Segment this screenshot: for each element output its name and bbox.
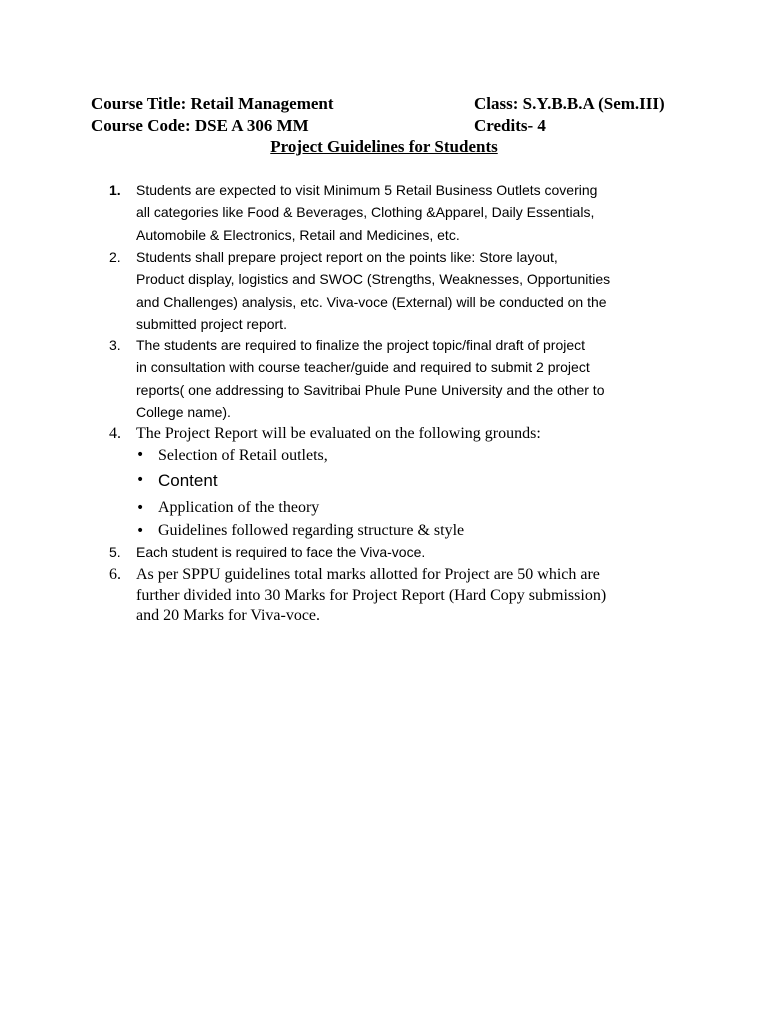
course-code: Course Code: DSE A 306 MM <box>91 116 309 135</box>
item-line: Automobile & Electronics, Retail and Medicines, etc. <box>136 226 460 243</box>
item-number: 2. <box>109 249 121 265</box>
list-item: The Project Report will be evaluated on the following grounds: <box>136 425 541 442</box>
item-line: submitted project report. <box>136 315 287 332</box>
item-line: The students are required to finalize the project topic/final draft of project <box>136 337 586 353</box>
item-line: As per SPPU guidelines total marks allotted for Project are 50 which are <box>136 566 600 583</box>
item-number: 4. <box>109 425 121 442</box>
item-line: further divided into 30 Marks for Project Report (Hard Copy submission) <box>136 586 607 604</box>
bullet-item: Guidelines followed regarding structure & style <box>158 522 465 539</box>
bullet-item: Application of the theory <box>158 499 320 516</box>
list-item <box>136 565 696 627</box>
item-line: Students are expected to visit Minimum 5 Retail Business Outlets covering <box>136 182 598 198</box>
list-item <box>136 179 696 246</box>
item-line: reports( one addressing to Savitribai Phule Pune University and the other to <box>136 381 605 398</box>
bullet-icon: • <box>136 500 145 516</box>
bullet-item: Selection of Retail outlets, <box>158 447 328 464</box>
item-number: 1. <box>109 182 121 198</box>
bullet-item: Content <box>158 471 218 490</box>
item-line: all categories like Food & Beverages, Clothing &Apparel, Daily Essentials, <box>136 204 595 221</box>
item-number: 5. <box>109 544 121 560</box>
item-number: 6. <box>109 566 121 583</box>
item-number: 3. <box>109 337 121 353</box>
list-item <box>136 334 696 423</box>
class-label: Class: S.Y.B.B.A (Sem.III) <box>474 94 665 113</box>
item-line: in consultation with course teacher/guide and required to submit 2 project <box>136 359 590 376</box>
item-line: Students shall prepare project report on the points like: Store layout, <box>136 249 558 265</box>
page-title-text: Project Guidelines for Students <box>270 137 498 156</box>
course-title: Course Title: Retail Management <box>91 94 334 113</box>
item-line: College name). <box>136 403 231 420</box>
list-item: Each student is required to face the Viva-voce. <box>136 544 426 560</box>
credits-label: Credits- 4 <box>474 116 546 135</box>
item-line: Product display, logistics and SWOC (Strengths, Weaknesses, Opportunities <box>136 271 611 288</box>
list-item <box>136 246 696 335</box>
bullet-icon: • <box>136 472 145 488</box>
bullet-icon: • <box>136 523 145 539</box>
bullet-icon: • <box>136 447 145 463</box>
page-title <box>0 137 768 157</box>
item-line: and 20 Marks for Viva-voce. <box>136 607 321 624</box>
item-line: and Challenges) analysis, etc. Viva-voce (External) will be conducted on the <box>136 293 607 310</box>
